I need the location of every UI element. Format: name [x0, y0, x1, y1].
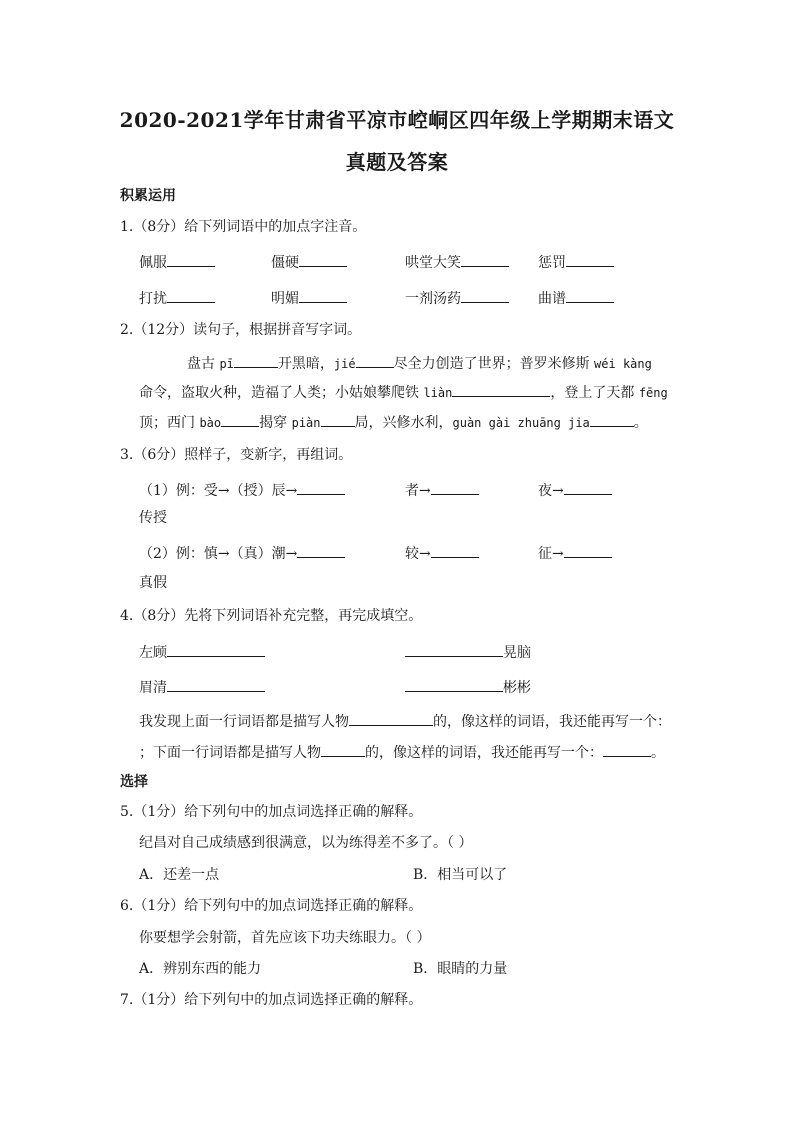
question-2-stem: 2.（12分）读句子，根据拼音写字词。 [120, 322, 362, 338]
answer-blank[interactable] [167, 642, 265, 657]
question-6-stem: 6.（1分）给下列句中的加点词选择正确的解释。 [120, 898, 423, 914]
q6-option-b[interactable]: B．眼睛的力量 [413, 961, 508, 977]
q2-passage-line-1: 盘古 pī 开黑暗，jié 尽全力创造了世界；普罗米修斯 wéi kàng [187, 353, 652, 373]
answer-blank[interactable] [603, 742, 651, 757]
q3-row-2-example: （2）例：慎→（真）潮→ [139, 543, 345, 563]
question-7-stem: 7.（1分）给下列句中的加点词选择正确的解释。 [120, 992, 423, 1008]
section-heading-choice: 选择 [120, 774, 148, 790]
q4-idiom-item: 晃脑 [405, 642, 531, 662]
pinyin: wéi kàng [594, 357, 652, 371]
q5-option-b[interactable]: B．相当可以了 [413, 867, 508, 883]
answer-blank[interactable] [405, 642, 503, 657]
pinyin: piàn [291, 416, 321, 430]
q3-row-1-item: 者→ [405, 480, 479, 500]
q2-passage-line-3: 顶；西门 bào 揭穿 piàn 局，兴修水利，guàn gài zhuāng jia 。 [139, 412, 648, 432]
answer-blank[interactable] [297, 543, 345, 558]
pinyin: jié [333, 357, 356, 371]
q4-sentence-1: 我发现上面一行词语都是描写人物 的，像这样的词语，我还能再写一个： [139, 711, 671, 731]
answer-blank[interactable] [590, 412, 634, 427]
q2-passage-line-2: 命令，盗取火种，造福了人类；小姑娘攀爬铁 liàn ，登上了天都 fēng [139, 382, 668, 402]
q1-word-row-1-item: 哄堂大笑 [405, 252, 509, 272]
answer-blank[interactable] [564, 480, 612, 495]
answer-blank[interactable] [431, 480, 479, 495]
question-5-stem: 5.（1分）给下列句中的加点词选择正确的解释。 [120, 804, 423, 820]
answer-blank[interactable] [234, 353, 278, 368]
answer-blank[interactable] [167, 252, 215, 267]
answer-blank[interactable] [299, 252, 347, 267]
document-title-line-1: 2020-2021学年甘肃省平凉市崆峒区四年级上学期期末语文 [119, 108, 675, 132]
q1-word-row-2-item: 曲谱 [538, 288, 614, 308]
q3-row-2-example-word: 真假 [139, 575, 167, 591]
answer-blank[interactable] [297, 480, 345, 495]
pinyin: bào [199, 416, 222, 430]
answer-blank[interactable] [566, 288, 614, 303]
q3-row-2-item: 较→ [405, 543, 479, 563]
answer-blank[interactable] [349, 711, 433, 726]
answer-blank[interactable] [167, 288, 215, 303]
answer-blank[interactable] [564, 543, 612, 558]
q5-sentence: 纪昌对自己成绩感到很满意，以为练得差不多了。（ ） [139, 835, 473, 851]
question-1-stem: 1.（8分）给下列词语中的加点字注音。 [120, 219, 367, 235]
q5-option-a[interactable]: A．还差一点 [139, 867, 220, 883]
section-heading-accumulation: 积累运用 [120, 188, 176, 204]
pinyin: liàn [423, 386, 453, 400]
q1-word-row-2-item: 打扰 [139, 288, 215, 308]
q4-idiom-item: 彬彬 [405, 677, 531, 697]
q1-word-row-1-item: 佩服 [139, 252, 215, 272]
q1-word-row-2-item: 明媚 [271, 288, 347, 308]
pinyin: guàn gài zhuāng jia [452, 416, 590, 430]
q6-sentence: 你要想学会射箭，首先应该下功夫练眼力。（ ） [139, 930, 431, 946]
q3-row-1-item: 夜→ [538, 480, 612, 500]
answer-blank[interactable] [321, 412, 355, 427]
question-3-stem: 3.（6分）照样子，变新字，再组词。 [120, 447, 353, 463]
answer-blank[interactable] [461, 288, 509, 303]
answer-blank[interactable] [221, 412, 259, 427]
question-4-stem: 4.（8分）先将下列词语补充完整，再完成填空。 [120, 608, 423, 624]
q4-idiom-item: 眉清 [139, 677, 265, 697]
answer-blank[interactable] [321, 742, 365, 757]
q1-word-row-1-item: 僵硬 [271, 252, 347, 272]
answer-blank[interactable] [167, 677, 265, 692]
document-title-line-2: 真题及答案 [345, 150, 449, 174]
q3-row-1-example-word: 传授 [139, 510, 167, 526]
answer-blank[interactable] [431, 543, 479, 558]
pinyin: pī [219, 357, 234, 371]
pinyin: fēng [638, 386, 668, 400]
q4-sentence-2: ；下面一行词语都是描写人物 的，像这样的词语，我还能再写一个： 。 [139, 742, 665, 762]
answer-blank[interactable] [461, 252, 509, 267]
q1-word-row-2-item: 一剂汤药 [405, 288, 509, 308]
q3-row-1-example: （1）例：受→（授）辰→ [139, 480, 345, 500]
answer-blank[interactable] [452, 382, 550, 397]
q6-option-a[interactable]: A．辨别东西的能力 [139, 961, 262, 977]
answer-blank[interactable] [299, 288, 347, 303]
answer-blank[interactable] [356, 353, 394, 368]
q4-idiom-item: 左顾 [139, 642, 265, 662]
answer-blank[interactable] [566, 252, 614, 267]
q3-row-2-item: 征→ [538, 543, 612, 563]
answer-blank[interactable] [405, 677, 503, 692]
q1-word-row-1-item: 惩罚 [538, 252, 614, 272]
